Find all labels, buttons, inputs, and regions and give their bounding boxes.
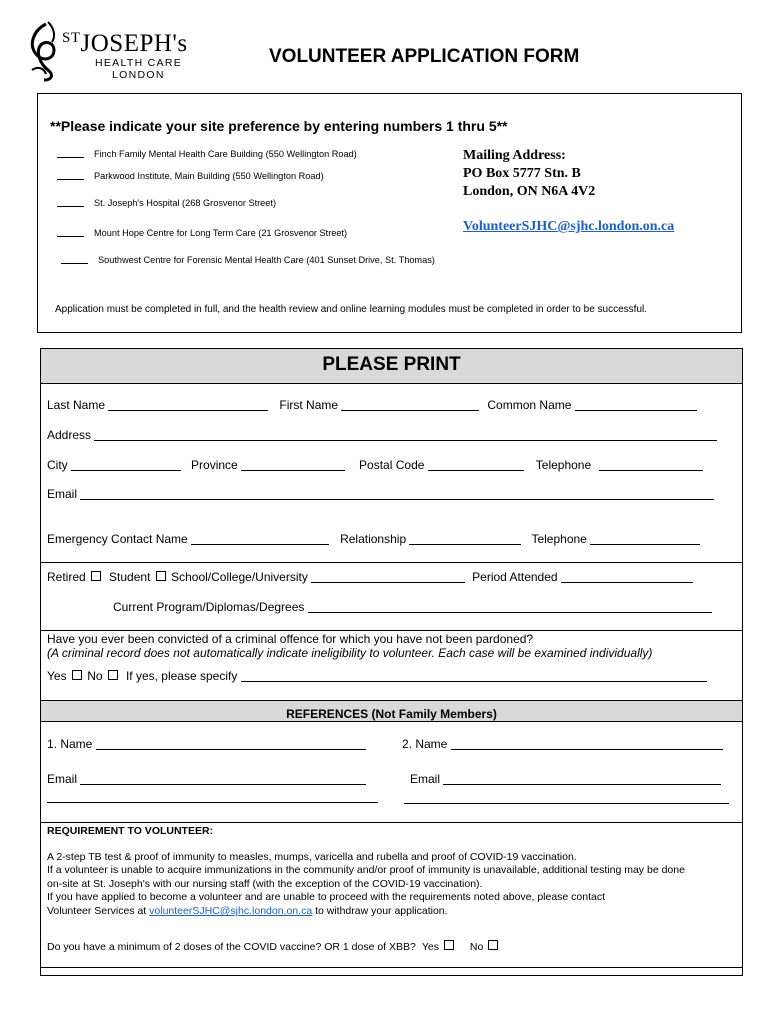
ref1-name-field[interactable] — [96, 737, 366, 750]
student-checkbox[interactable] — [156, 571, 166, 581]
divider — [41, 630, 742, 631]
site-rank-blank[interactable] — [57, 157, 84, 158]
mailing-address-title: Mailing Address: — [463, 148, 566, 163]
logo-line-health-care: HEALTH CARE — [95, 57, 183, 69]
requirement-line: A 2-step TB test & proof of immunity to measles, mumps, varicella and rubella and proof of COVID-19 vaccination. — [47, 851, 577, 863]
divider — [41, 822, 742, 823]
criminal-question: Have you ever been convicted of a criminal offence for which you have not been pardoned? — [47, 632, 534, 646]
criminal-note: (A criminal record does not automatically indicate ineligibility to volunteer. Each case will be examined individually) — [47, 646, 653, 660]
criminal-answer-row: Yes No If yes, please specify — [47, 669, 707, 683]
name-row: Last Name First Name Common Name — [47, 398, 697, 412]
mailing-address-line1: PO Box 5777 Stn. B — [463, 166, 581, 181]
site-rank-blank[interactable] — [57, 179, 84, 180]
current-program-field[interactable] — [308, 600, 712, 613]
telephone-field[interactable] — [599, 458, 703, 471]
site-option-2[interactable]: Parkwood Institute, Main Building (550 Wellington Road) — [57, 171, 324, 181]
address-field[interactable] — [94, 428, 717, 441]
school-field[interactable] — [311, 570, 465, 583]
ref2-name-row: 2. Name — [402, 737, 723, 751]
requirement-line: If a volunteer is unable to acquire immunizations in the community and/or proof of immunity is unavailable, additional testing may be done — [47, 864, 685, 876]
covid-yes-checkbox[interactable] — [444, 940, 454, 950]
site-option-1[interactable]: Finch Family Mental Health Care Building (550 Wellington Road) — [57, 149, 357, 159]
program-row: Current Program/Diplomas/Degrees — [113, 600, 712, 614]
ref1-extra-line[interactable] — [47, 802, 378, 803]
logo-line-london: LONDON — [112, 69, 165, 81]
emergency-contact-field[interactable] — [191, 532, 329, 545]
site-option-4[interactable]: Mount Hope Centre for Long Term Care (21 Grosvenor Street) — [57, 228, 347, 238]
ref2-extra-line[interactable] — [404, 803, 729, 804]
site-rank-blank[interactable] — [57, 206, 84, 207]
period-attended-field[interactable] — [561, 570, 693, 583]
common-name-field[interactable] — [575, 398, 697, 411]
education-row: Retired Student School/College/University Period Attended — [47, 570, 693, 584]
ref1-email-row: Email — [47, 772, 366, 786]
divider — [41, 562, 742, 563]
volunteer-email-link[interactable]: volunteerSJHC@sjhc.london.on.ca — [149, 905, 313, 917]
st-josephs-logo-icon — [24, 20, 64, 82]
postal-code-field[interactable] — [428, 458, 524, 471]
mailing-email-link[interactable]: VolunteerSJHC@sjhc.london.on.ca — [463, 219, 675, 234]
requirements-heading: REQUIREMENT TO VOLUNTEER: — [47, 825, 214, 837]
covid-question-row: Do you have a minimum of 2 doses of the COVID vaccine? OR 1 dose of XBB? Yes No — [47, 940, 500, 953]
relationship-field[interactable] — [409, 532, 521, 545]
ref1-name-row: 1. Name — [47, 737, 366, 751]
requirement-line: If you have applied to become a volunteer and are unable to proceed with the requirements noted above, please contact — [47, 891, 606, 903]
retired-checkbox[interactable] — [91, 571, 101, 581]
ref2-email-row: Email — [410, 772, 721, 786]
ref1-email-field[interactable] — [80, 772, 366, 785]
emergency-row: Emergency Contact Name Relationship Telephone — [47, 532, 700, 546]
email-row: Email — [47, 487, 714, 501]
last-name-field[interactable] — [108, 398, 268, 411]
city-row: City Province Postal Code Telephone — [47, 458, 703, 472]
criminal-no-checkbox[interactable] — [108, 670, 118, 680]
completion-note: Application must be completed in full, and the health review and online learning modules must be completed in order to be successful. — [55, 304, 648, 315]
site-preference-heading: **Please indicate your site preference by entering numbers 1 thru 5** — [50, 118, 508, 134]
references-heading: REFERENCES (Not Family Members) — [286, 707, 497, 721]
province-field[interactable] — [241, 458, 345, 471]
requirement-line: on-site at St. Joseph's with our nursing staff (with the exception of the COVID-19 vaccination). — [47, 878, 483, 890]
site-rank-blank[interactable] — [61, 263, 88, 264]
city-field[interactable] — [71, 458, 181, 471]
emergency-telephone-field[interactable] — [590, 532, 700, 545]
divider — [41, 967, 742, 968]
criminal-yes-checkbox[interactable] — [72, 670, 82, 680]
covid-no-checkbox[interactable] — [488, 940, 498, 950]
mailing-address-line2: London, ON N6A 4V2 — [463, 184, 596, 199]
email-field[interactable] — [80, 487, 714, 500]
requirement-withdraw-line: Volunteer Services at volunteerSJHC@sjhc.london.on.ca to withdraw your application. — [47, 905, 448, 917]
address-row: Address — [47, 428, 717, 442]
please-print-heading: PLEASE PRINT — [322, 354, 461, 375]
ref2-name-field[interactable] — [451, 737, 723, 750]
site-rank-blank[interactable] — [57, 236, 84, 237]
first-name-field[interactable] — [341, 398, 479, 411]
criminal-specify-field[interactable] — [241, 669, 707, 682]
logo-wordmark: $^{ST}$JOSEPH's — [62, 30, 188, 57]
site-option-3[interactable]: St. Joseph's Hospital (268 Grosvenor Street) — [57, 198, 276, 208]
site-option-5[interactable]: Southwest Centre for Forensic Mental Health Care (401 Sunset Drive, St. Thomas) — [61, 255, 435, 265]
ref2-email-field[interactable] — [443, 772, 721, 785]
page-title: VOLUNTEER APPLICATION FORM — [269, 46, 580, 67]
